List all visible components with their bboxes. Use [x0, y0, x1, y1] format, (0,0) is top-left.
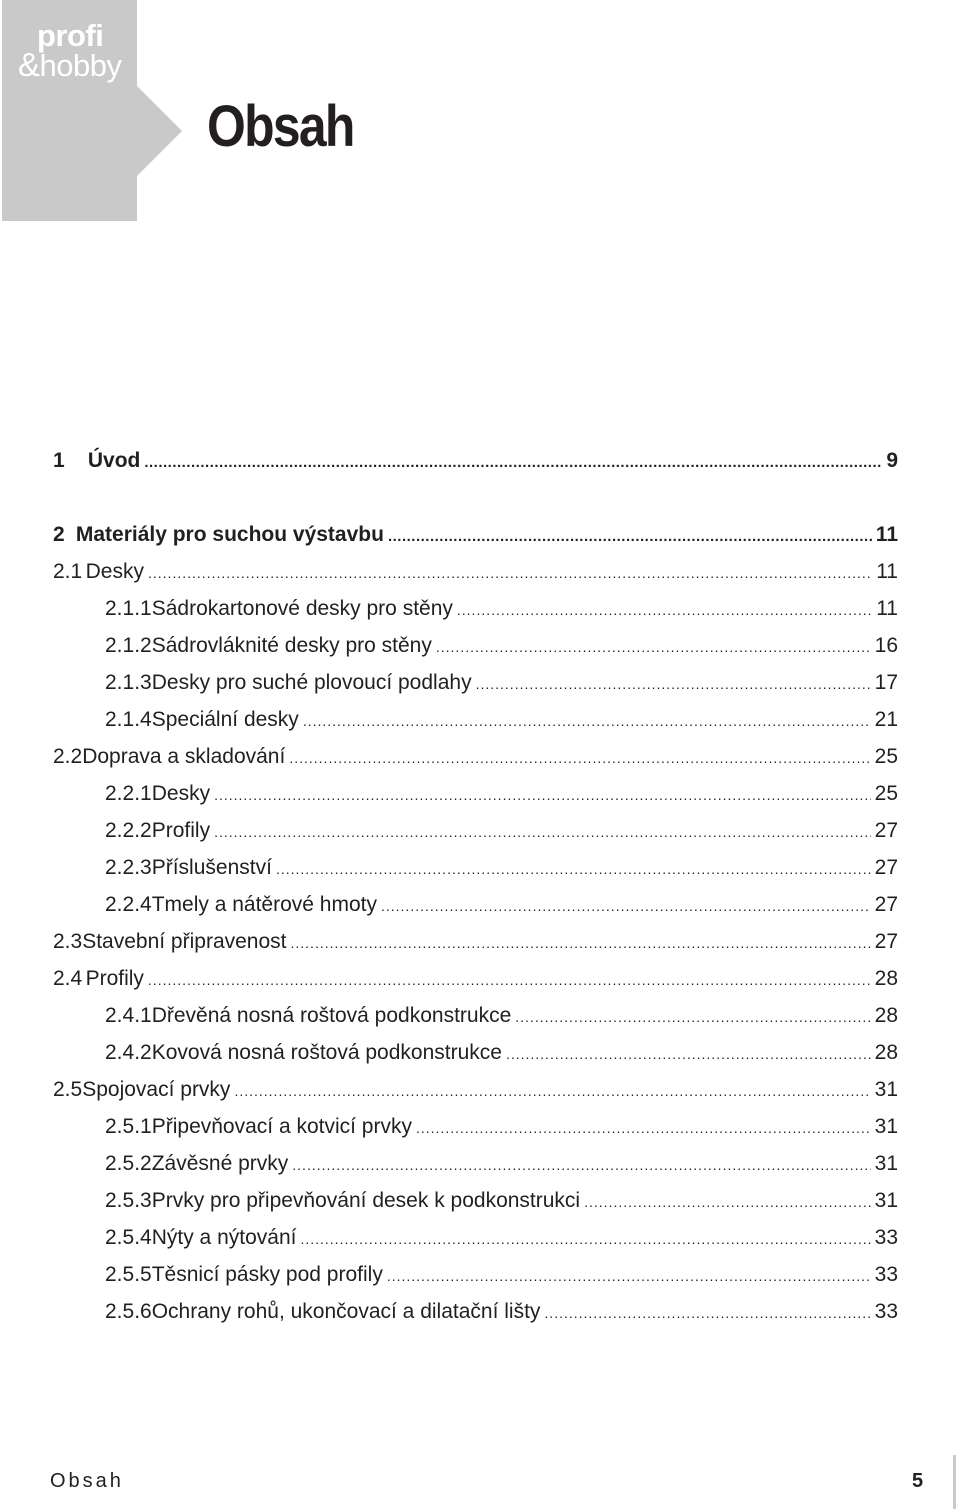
toc-page-number: 27 — [874, 893, 898, 916]
toc-page-number: 17 — [874, 671, 898, 694]
toc-page-number: 25 — [874, 745, 898, 768]
toc-number: 2.1.3 — [105, 671, 152, 694]
toc-entry-row[interactable] — [53, 1077, 898, 1104]
toc-page-number: 11 — [875, 523, 898, 546]
toc-leader-dots — [381, 893, 871, 919]
toc-number: 2.1.2 — [105, 634, 152, 657]
toc-label: Kovová nosná roštová podkonstrukce — [151, 1041, 502, 1064]
toc-entry-row[interactable] — [105, 1040, 898, 1067]
page-title: Obsah — [207, 94, 354, 159]
toc-entry-row[interactable] — [105, 1114, 898, 1141]
logo-ampersand: & — [18, 46, 40, 83]
logo-text-hobby-line — [18, 48, 121, 81]
toc-number: 2.4.2 — [105, 1041, 152, 1064]
toc-page-number: 27 — [874, 819, 898, 842]
toc-chapter-row[interactable] — [53, 522, 898, 550]
toc-page-number: 28 — [874, 967, 898, 990]
toc-number: 2.4 — [53, 967, 83, 990]
toc-number: 2 — [53, 523, 65, 546]
toc-entry-row[interactable] — [105, 818, 898, 845]
toc-leader-dots — [276, 856, 871, 882]
toc-label: Speciální desky — [151, 708, 299, 731]
toc-page-number: 11 — [876, 560, 898, 583]
toc-leader-dots — [436, 634, 871, 660]
arrow-marker-icon — [137, 86, 182, 176]
toc-page-number: 27 — [874, 856, 898, 879]
toc-number: 2.5.3 — [105, 1189, 152, 1212]
toc-entry-row[interactable] — [105, 1225, 898, 1252]
toc-entry-row[interactable] — [105, 892, 898, 919]
toc-leader-dots — [214, 782, 871, 808]
toc-label: Ochrany rohů, ukončovací a dilatační lišty — [151, 1300, 541, 1323]
toc-page-number: 33 — [874, 1226, 898, 1249]
brand-panel — [2, 0, 137, 221]
toc-entry-row[interactable] — [53, 744, 898, 771]
toc-label: Úvod — [87, 449, 141, 472]
toc-number: 2.5.4 — [105, 1226, 152, 1249]
toc-page-number: 28 — [874, 1004, 898, 1027]
toc-number: 2.2.4 — [105, 893, 152, 916]
toc-number: 2.4.1 — [105, 1004, 152, 1027]
toc-page-number: 33 — [874, 1300, 898, 1323]
toc-leader-dots — [289, 745, 870, 771]
toc-leader-dots — [292, 1152, 870, 1178]
toc-chapter-row[interactable] — [53, 448, 898, 476]
toc-label: Desky pro suché plovoucí podlahy — [151, 671, 472, 694]
toc-page-number: 33 — [874, 1263, 898, 1286]
toc-label: Profily — [85, 967, 144, 990]
footer-section-label: Obsah — [50, 1470, 124, 1492]
toc-number: 2.5.1 — [105, 1115, 152, 1138]
toc-label: Nýty a nýtování — [151, 1226, 297, 1249]
toc-page-number: 9 — [886, 449, 898, 472]
toc-leader-dots — [416, 1115, 871, 1141]
toc-number: 2.5.2 — [105, 1152, 152, 1175]
toc-entry-row[interactable] — [53, 929, 898, 956]
toc-leader-dots — [476, 671, 871, 697]
toc-page-number: 31 — [874, 1115, 898, 1138]
toc-number: 2.5.6 — [105, 1300, 152, 1323]
toc-label: Sádrovláknité desky pro stěny — [151, 634, 432, 657]
toc-label: Sádrokartonové desky pro stěny — [151, 597, 453, 620]
toc-page-number: 16 — [874, 634, 898, 657]
toc-label: Profily — [151, 819, 211, 842]
toc-number: 2.2 — [53, 745, 83, 768]
toc-leader-dots — [457, 597, 872, 623]
toc-entry-row[interactable] — [53, 966, 898, 993]
toc-leader-dots — [544, 1300, 870, 1326]
toc-page-number: 31 — [874, 1152, 898, 1175]
toc-number: 2.2.1 — [105, 782, 152, 805]
toc-entry-row[interactable] — [105, 855, 898, 882]
toc-label: Stavební připravenost — [82, 930, 287, 953]
toc-label: Závěsné prvky — [151, 1152, 289, 1175]
logo-text-profi: profi — [37, 18, 104, 53]
toc-label: Tmely a nátěrové hmoty — [151, 893, 377, 916]
toc-entry-row[interactable] — [105, 781, 898, 808]
toc-label: Připevňovací a kotvicí prvky — [151, 1115, 412, 1138]
toc-leader-dots — [148, 560, 872, 586]
toc-leader-dots — [506, 1041, 871, 1067]
toc-entry-row[interactable] — [53, 559, 898, 586]
footer-edge-bar — [953, 1455, 956, 1509]
toc-number: 2.5.5 — [105, 1263, 152, 1286]
toc-label: Prvky pro připevňování desek k podkonstrukci — [151, 1189, 581, 1212]
toc-number: 1 — [53, 449, 65, 472]
toc-number: 2.1.1 — [105, 597, 152, 620]
toc-number: 2.5 — [53, 1078, 83, 1101]
toc-leader-dots — [387, 1263, 871, 1289]
toc-page-number: 28 — [874, 1041, 898, 1064]
toc-page-number: 11 — [876, 597, 898, 620]
toc-leader-dots — [303, 708, 871, 734]
toc-entry-row[interactable] — [105, 596, 898, 623]
toc-entry-row[interactable] — [105, 1003, 898, 1030]
toc-label: Dřevěná nosná roštová podkonstrukce — [151, 1004, 512, 1027]
toc-leader-dots — [388, 524, 872, 550]
toc-leader-dots — [300, 1226, 870, 1252]
toc-leader-dots — [584, 1189, 871, 1215]
toc-entry-row[interactable] — [105, 707, 898, 734]
toc-page-number: 31 — [874, 1189, 898, 1212]
toc-number: 2.1 — [53, 560, 83, 583]
toc-leader-dots — [144, 450, 882, 476]
footer-page-number: 5 — [912, 1470, 924, 1492]
profi-hobby-logo — [18, 20, 121, 81]
toc-leader-dots — [291, 930, 871, 956]
toc-leader-dots — [234, 1078, 870, 1104]
toc-number: 2.1.4 — [105, 708, 152, 731]
toc-label: Příslušenství — [151, 856, 272, 879]
toc-entry-row[interactable] — [105, 1299, 898, 1326]
toc-label: Desky — [151, 782, 211, 805]
toc-entry-row[interactable] — [105, 1188, 898, 1215]
toc-label: Desky — [85, 560, 144, 583]
logo-text-hobby: hobby — [39, 48, 122, 83]
toc-entry-row[interactable] — [105, 1262, 898, 1289]
toc-number: 2.2.3 — [105, 856, 152, 879]
toc-label: Těsnicí pásky pod profily — [151, 1263, 383, 1286]
toc-page-number: 31 — [874, 1078, 898, 1101]
toc-entry-row[interactable] — [105, 670, 898, 697]
toc-leader-dots — [515, 1004, 870, 1030]
toc-page-number: 21 — [874, 708, 898, 731]
toc-leader-dots — [214, 819, 871, 845]
toc-entry-row[interactable] — [105, 633, 898, 660]
toc-label: Spojovací prvky — [82, 1078, 231, 1101]
toc-leader-dots — [148, 967, 871, 993]
toc-number: 2.2.2 — [105, 819, 152, 842]
toc-label: Doprava a skladování — [82, 745, 286, 768]
toc-number: 2.3 — [53, 930, 83, 953]
toc-label: Materiály pro suchou výstavbu — [75, 523, 384, 546]
toc-page-number: 27 — [874, 930, 898, 953]
toc-entry-row[interactable] — [105, 1151, 898, 1178]
toc-page-number: 25 — [874, 782, 898, 805]
